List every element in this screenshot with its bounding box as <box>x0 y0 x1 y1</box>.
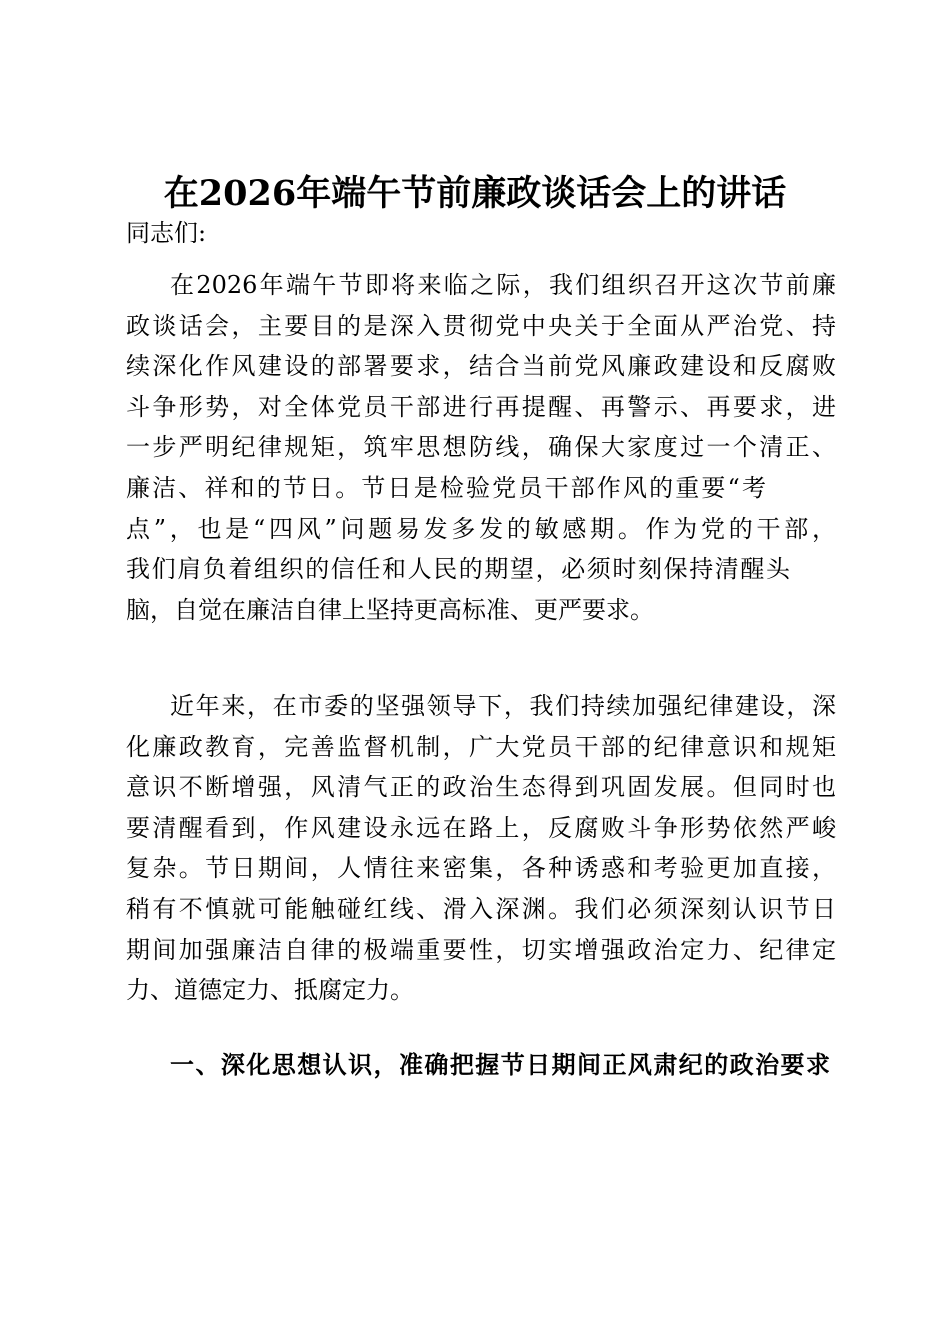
paragraph-line: 化廉政教育，完善监督机制，广大党员干部的纪律意识和规矩 <box>126 732 836 761</box>
paragraph-line: 期间加强廉洁自律的极端重要性，切实增强政治定力、纪律定 <box>126 935 836 964</box>
document-title: 在2026年端午节前廉政谈话会上的讲话 <box>163 173 787 214</box>
paragraph-line: 续深化作风建设的部署要求，结合当前党风廉政建设和反腐败 <box>126 352 836 381</box>
paragraph-line: 复杂。节日期间，人情往来密集，各种诱惑和考验更加直接， <box>126 854 836 883</box>
paragraph-line: 斗争形势，对全体党员干部进行再提醒、再警示、再要求，进 <box>126 392 836 421</box>
paragraph-1 <box>126 265 836 630</box>
paragraph-line: 稍有不慎就可能触碰红线、滑入深渊。我们必须深刻认识节日 <box>126 894 836 923</box>
paragraph-line: 力、道德定力、抵腐定力。 <box>126 976 414 1005</box>
paragraph-line: 廉洁、祥和的节日。节日是检验党员干部作风的重要“考 <box>126 473 766 502</box>
paragraph-line: 一步严明纪律规矩，筑牢思想防线，确保大家度过一个清正、 <box>126 433 836 462</box>
paragraph-line: 近年来，在市委的坚强领导下，我们持续加强纪律建设，深 <box>170 692 836 720</box>
paragraph-line: 点”，也是“四风”问题易发多发的敏感期。作为党的干部， <box>126 514 836 543</box>
section-heading: 一、深化思想认识，准确把握节日期间正风肃纪的政治要求 <box>170 1050 830 1079</box>
paragraph-line: 要清醒看到，作风建设永远在路上，反腐败斗争形势依然严峻 <box>126 813 836 842</box>
paragraph-line: 意识不断增强，风清气正的政治生态得到巩固发展。但同时也 <box>126 773 836 802</box>
paragraph-line: 脑，自觉在廉洁自律上坚持更高标准、更严要求。 <box>126 595 654 624</box>
paragraph-2 <box>126 686 836 1011</box>
paragraph-line: 我们肩负着组织的信任和人民的期望，必须时刻保持清醒头 <box>126 555 790 584</box>
paragraph-line: 政谈话会，主要目的是深入贯彻党中央关于全面从严治党、持 <box>126 311 836 340</box>
paragraph-line: 在2026年端午节即将来临之际，我们组织召开这次节前廉 <box>170 271 836 299</box>
salutation: 同志们: <box>126 219 207 247</box>
